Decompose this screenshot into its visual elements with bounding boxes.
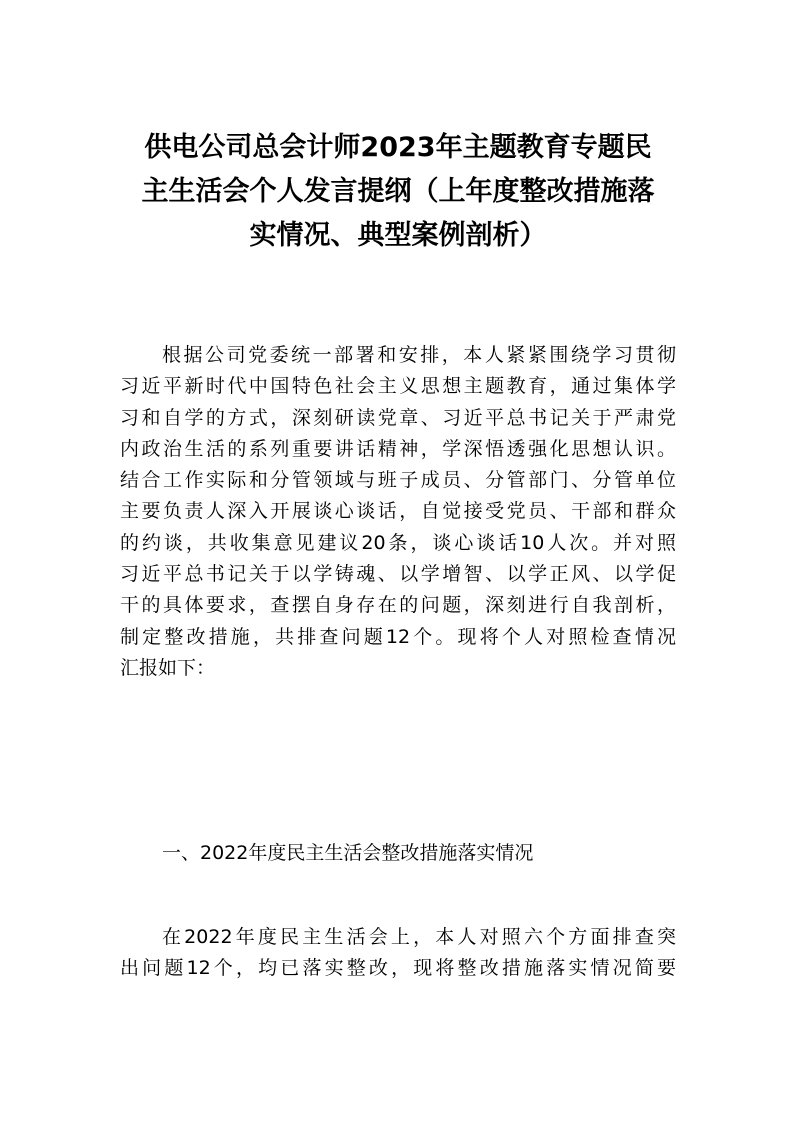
title-line: 供电公司总会计师2023年主题教育专题民	[144, 132, 652, 163]
paragraph-line: 出问题12个，均已落实整改，现将整改措施落实情况简要	[120, 957, 676, 980]
section-heading-text: 一、2022年度民主生活会整改措施落实情况	[162, 842, 534, 864]
title-line: 主生活会个人发言提纲（上年度整改措施落	[141, 176, 655, 207]
paragraph-line: 习和自学的方式，深刻研读党章、习近平总书记关于严肃党	[120, 406, 676, 429]
paragraph-line: 内政治生活的系列重要讲话精神，学深悟透强化思想认识。	[120, 437, 676, 460]
paragraph-line: 的约谈，共收集意见建议20条，谈心谈话10人次。并对照	[120, 531, 676, 554]
section-paragraph	[120, 922, 676, 985]
paragraph-line: 习近平新时代中国特色社会主义思想主题教育，通过集体学	[120, 375, 676, 398]
paragraph-line: 汇报如下：	[120, 656, 216, 679]
paragraph-line: 在2022年度民主生活会上，本人对照六个方面排查突	[162, 926, 676, 948]
paragraph-line: 制定整改措施，共排查问题12个。现将个人对照检查情况	[120, 625, 676, 648]
title-line: 实情况、典型案例剖析）	[249, 220, 547, 251]
paragraph-line: 结合工作实际和分管领域与班子成员、分管部门、分管单位	[120, 469, 676, 492]
paragraph-line: 根据公司党委统一部署和安排，本人紧紧围绕学习贯彻	[162, 344, 676, 366]
paragraph-line: 习近平总书记关于以学铸魂、以学增智、以学正风、以学促	[120, 563, 676, 586]
document-title	[120, 126, 676, 258]
intro-paragraph	[120, 340, 676, 684]
section-heading	[120, 838, 676, 869]
paragraph-line: 干的具体要求，查摆自身存在的问题，深刻进行自我剖析，	[120, 594, 676, 617]
paragraph-line: 主要负责人深入开展谈心谈话，自觉接受党员、干部和群众	[120, 500, 676, 523]
